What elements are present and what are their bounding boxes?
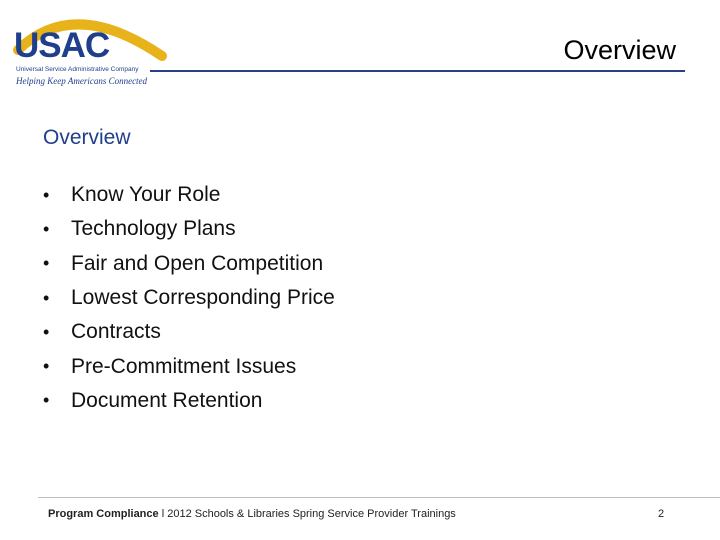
footer-separator: l [161, 508, 165, 520]
bullet-icon: • [43, 253, 50, 274]
list-item [43, 384, 335, 418]
header-title: Overview [563, 35, 676, 65]
list-item [43, 281, 335, 315]
list-item [43, 349, 335, 383]
logo-wordmark: USAC [14, 26, 110, 65]
list-item-label: Contracts [71, 320, 161, 344]
list-item-label: Pre-Commitment Issues [71, 354, 297, 378]
bullet-list [43, 178, 335, 418]
footer-program: Program Compliance [48, 508, 159, 520]
footer-event: 2012 Schools & Libraries Spring Service Provider Trainings [167, 508, 456, 520]
list-item-label: Know Your Role [71, 183, 221, 207]
bullet-icon: • [43, 321, 50, 342]
footer-caption [48, 508, 456, 520]
bullet-icon: • [43, 356, 50, 377]
bullet-icon: • [43, 390, 50, 411]
header-divider [150, 70, 685, 72]
bullet-icon: • [43, 184, 50, 205]
list-item-label: Lowest Corresponding Price [71, 286, 335, 310]
usac-logo [12, 10, 172, 86]
list-item [43, 212, 335, 246]
footer-divider [38, 497, 720, 498]
list-item-label: Document Retention [71, 388, 263, 412]
logo-company-name: Universal Service Administrative Company [16, 66, 139, 73]
list-item [43, 315, 335, 349]
page-number: 2 [658, 508, 665, 520]
slide-heading: Overview [43, 126, 131, 149]
list-item-label: Fair and Open Competition [71, 251, 324, 275]
logo-tagline: Helping Keep Americans Connected [16, 76, 148, 86]
list-item [43, 247, 335, 281]
list-item-label: Technology Plans [71, 217, 236, 241]
list-item [43, 178, 335, 212]
bullet-icon: • [43, 287, 50, 308]
bullet-icon: • [43, 218, 50, 239]
